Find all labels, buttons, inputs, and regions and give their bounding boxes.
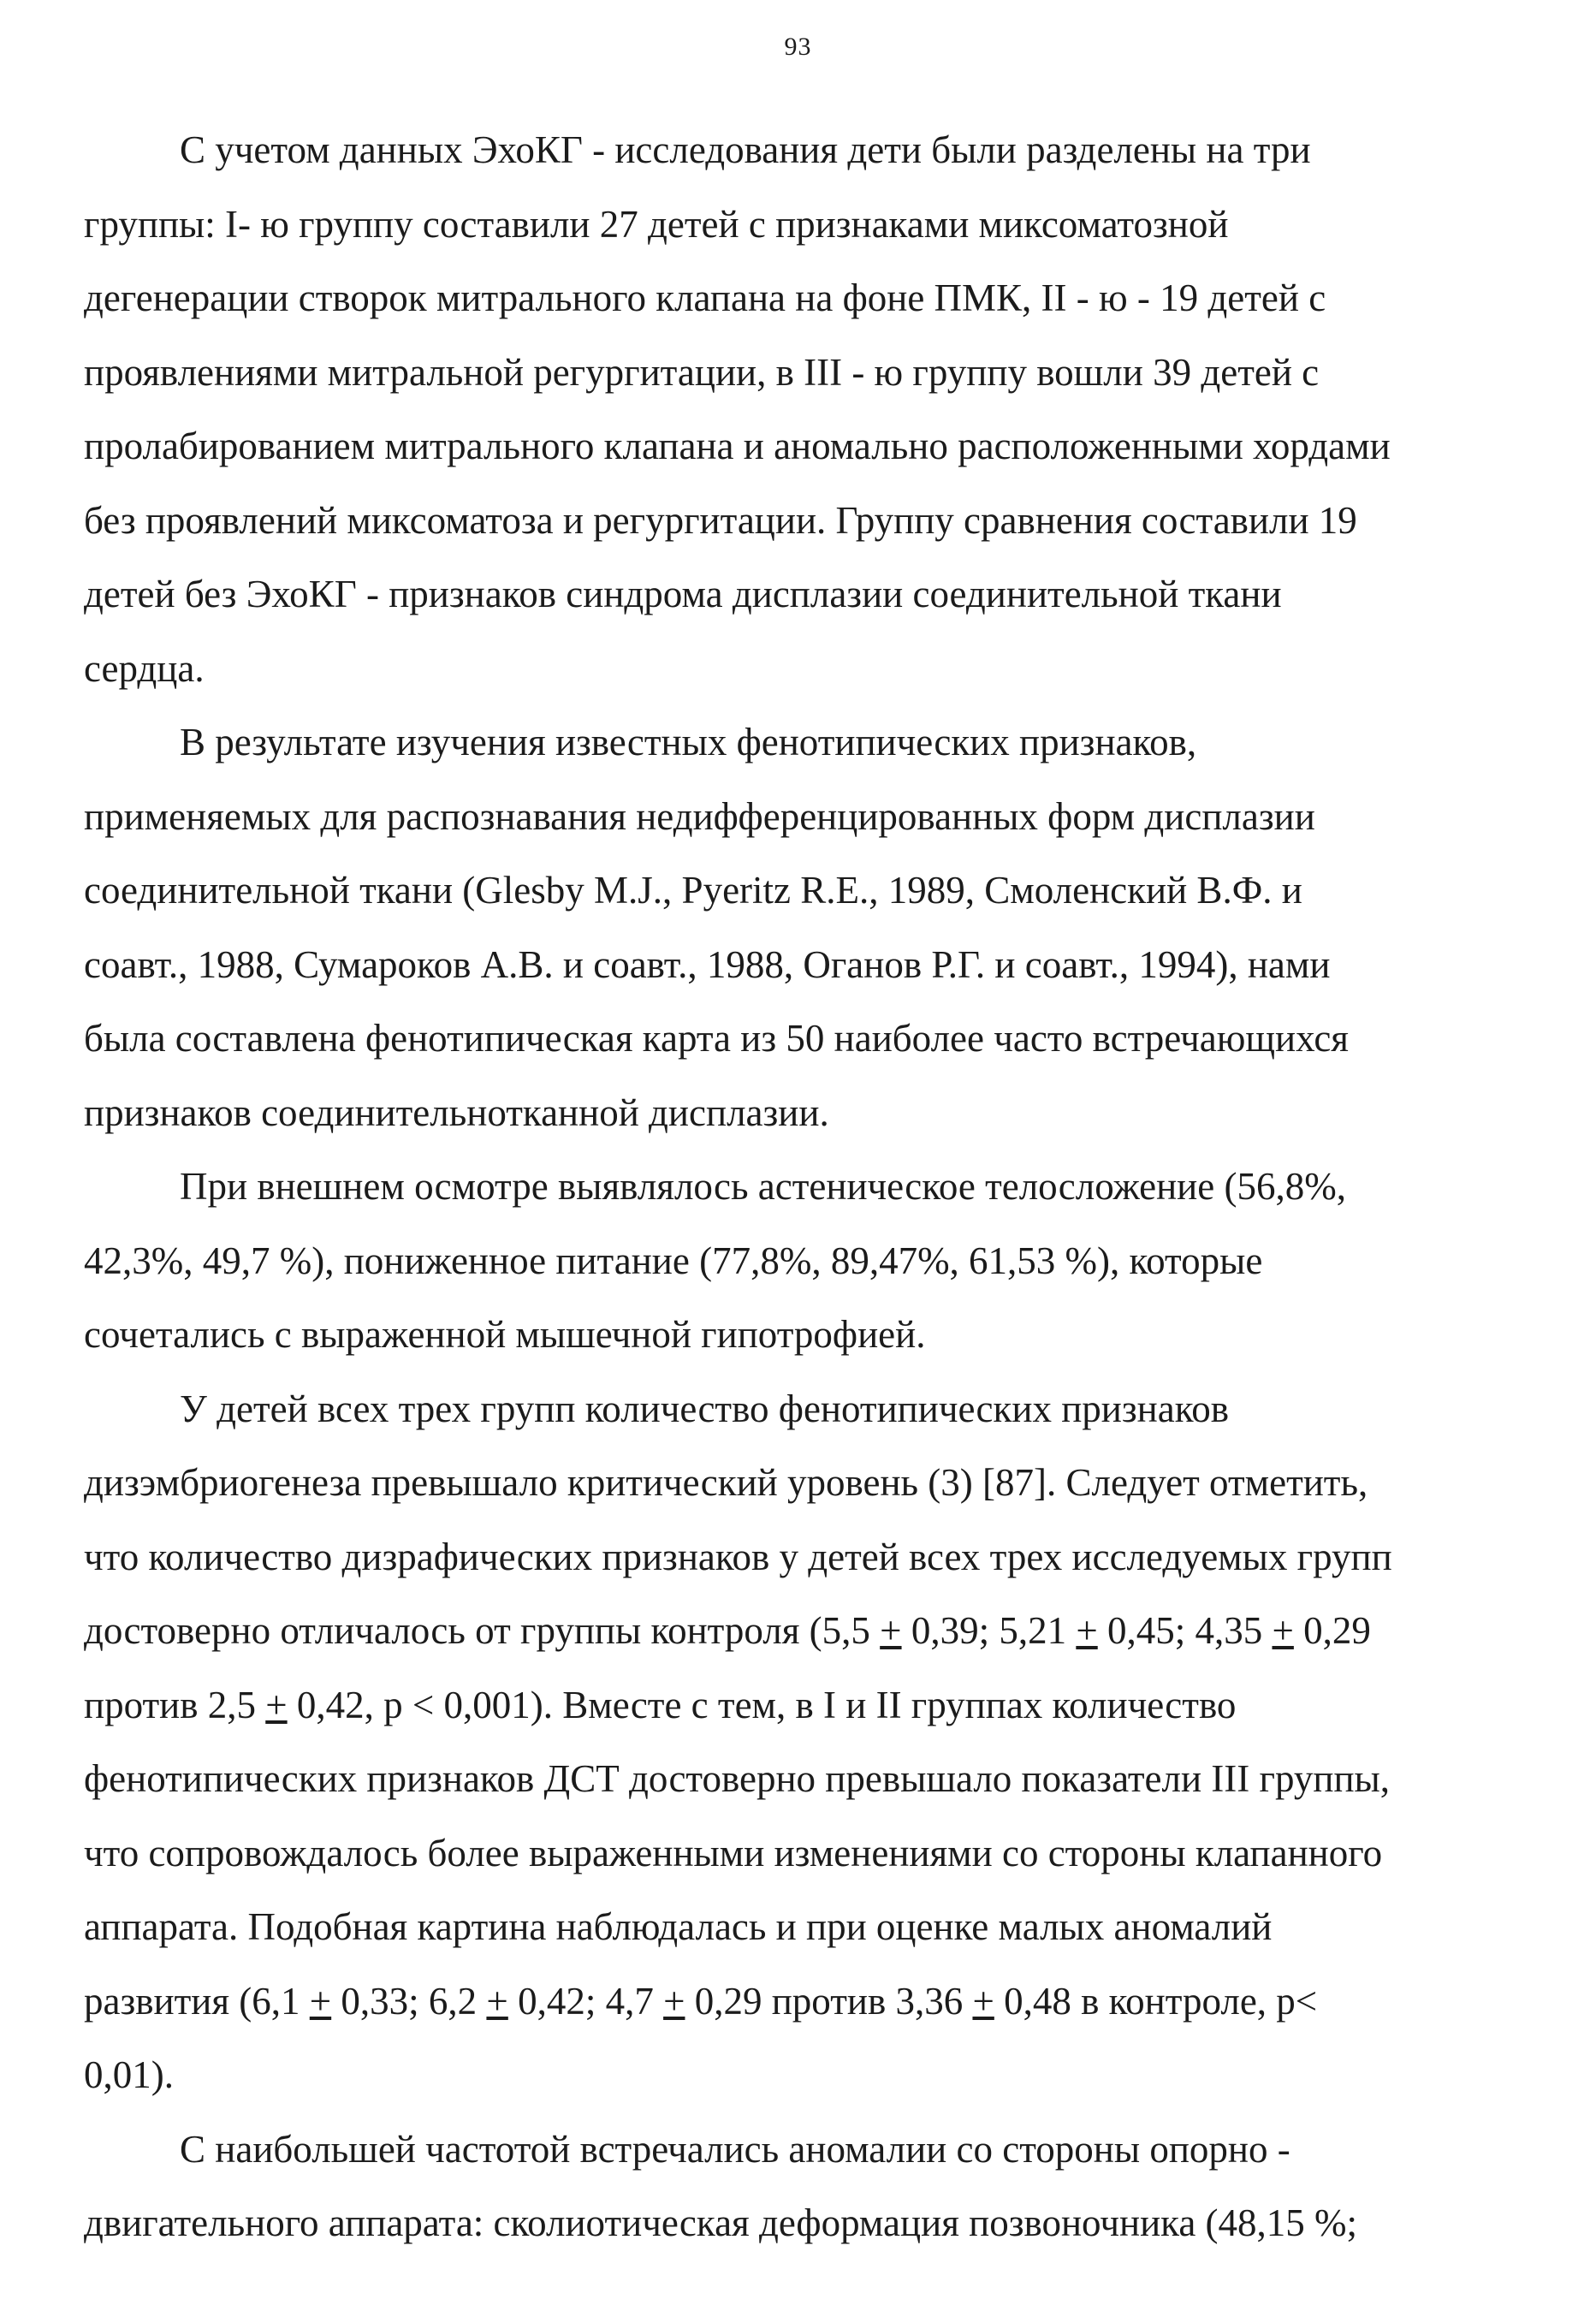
text-line: соединительной ткани (Glesby M.J., Pyeritz R.E., 1989, Смоленский В.Ф. и [84,869,1302,912]
text-line: без проявлений миксоматоза и регургитации. Группу сравнения составили 19 [84,498,1357,542]
text-line: С учетом данных ЭхоКГ - исследования дети были разделены на три [180,128,1311,171]
text-line: При внешнем осмотре выявлялось астеническое телосложение (56,8%, [180,1165,1346,1208]
text-line: проявлениями митральной регургитации, в III - ю группу вошли 39 детей с [84,350,1320,394]
paragraph-4 [84,1372,1530,2112]
text-line: У детей всех трех групп количество фенотипических признаков [180,1387,1230,1430]
text-line: развития (6,1 + 0,33; 6,2 + 0,42; 4,7 + 0,29 против 3,36 + 0,48 в контроле, р< [84,1979,1318,2023]
text-line: детей без ЭхоКГ - признаков синдрома дисплазии соединительной ткани [84,573,1282,615]
text-line: группы: I- ю группу составили 27 детей с признаками миксоматозной [84,202,1229,246]
text-line: соавт., 1988, Сумароков А.В. и соавт., 1988, Оганов Р.Г. и соавт., 1994), нами [84,942,1331,986]
text-line: дегенерации створок митрального клапана на фоне ПМК, II - ю - 19 детей с [84,276,1326,319]
text-line: достоверно отличалось от группы контроля (5,5 + 0,39; 5,21 + 0,45; 4,35 + 0,29 [84,1609,1371,1652]
text-line: сердца. [84,646,205,690]
text-line: С наибольшей частотой встречались аномалии со стороны опорно - [180,2127,1290,2171]
text-line: что сопровождалось более выраженными изменениями со стороны клапанного [84,1831,1383,1874]
text-line: признаков соединительнотканной дисплазии. [84,1090,829,1134]
text-line: 42,3%, 49,7 %), пониженное питание (77,8%, 89,47%, 61,53 %), которые [84,1239,1263,1282]
paragraph-3 [84,1150,1530,1372]
paragraph-1 [84,113,1530,705]
text-line: пролабированием митрального клапана и аномально расположенными хордами [84,425,1391,467]
text-line: аппарата. Подобная картина наблюдалась и при оценке малых аномалий [84,1905,1273,1948]
text-line: дизэмбриогенеза превышало критический уровень (3) [87]. Следует отметить, [84,1461,1368,1504]
text-line: фенотипических признаков ДСТ достоверно превышало показатели III группы, [84,1757,1391,1800]
text-line: что количество дизрафических признаков у детей всех трех исследуемых групп [84,1535,1392,1578]
page-number: 93 [784,33,812,61]
text-line: В результате изучения известных фенотипических признаков, [180,721,1197,763]
text-line: 0,01). [84,2053,174,2096]
text-line: сочетались с выраженной мышечной гипотрофией. [84,1313,926,1356]
paragraph-5 [84,2112,1530,2261]
document-body [84,113,1530,2261]
text-line: двигательного аппарата: сколиотическая деформация позвоночника (48,15 %; [84,2201,1358,2244]
text-line: против 2,5 + 0,42, р < 0,001). Вместе с тем, в I и II группах количество [84,1683,1237,1726]
paragraph-2 [84,705,1530,1150]
text-line: была составлена фенотипическая карта из 50 наиболее часто встречающихся [84,1017,1349,1060]
text-line: применяемых для распознавания недифференцированных форм дисплазии [84,794,1315,838]
